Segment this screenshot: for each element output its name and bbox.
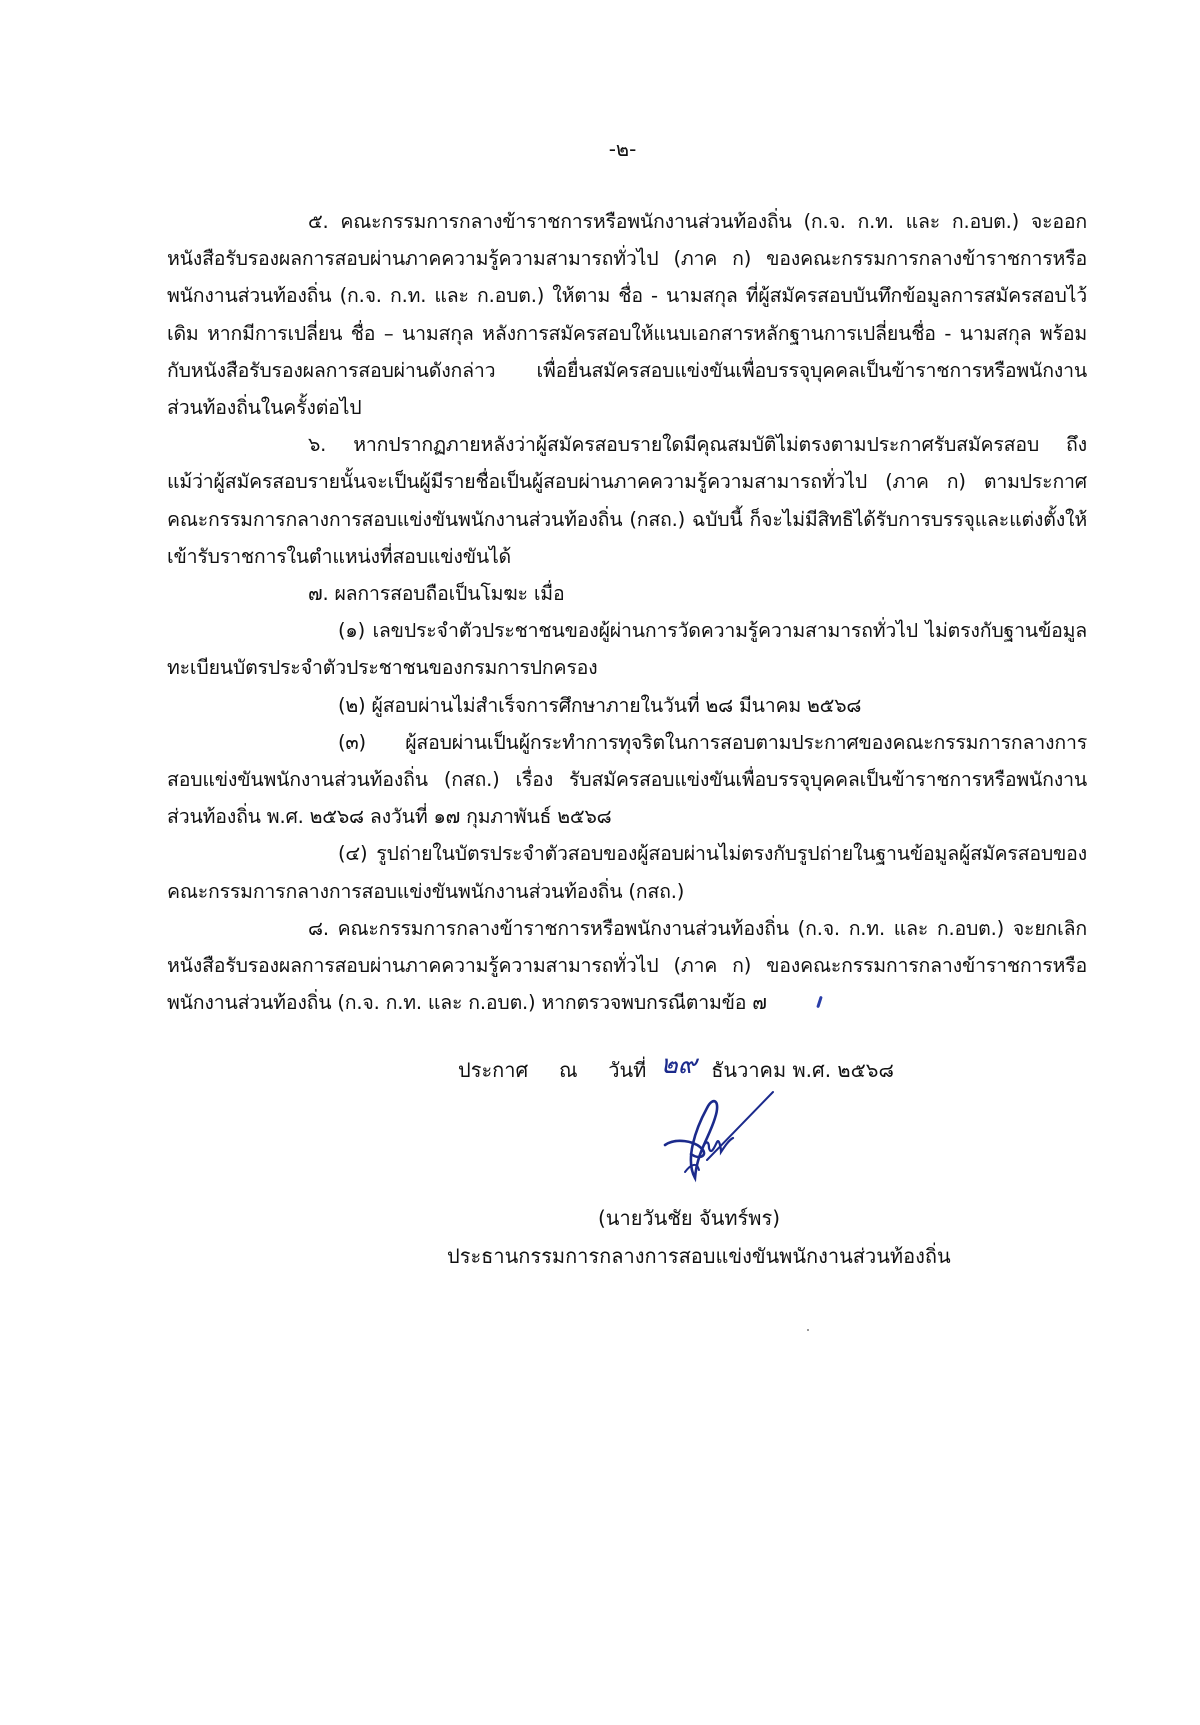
document-body [167, 203, 1087, 1021]
paragraph-7-item-1: (๑) เลขประจำตัวประชาชนของผู้ผ่านการวัดความรู้ความสามารถทั่วไป ไม่ตรงกับฐานข้อมูลทะเบียนบัตรประจำตัวประชาชนของกรมการปกครอง [167, 619, 1087, 680]
day-label: วันที่ [608, 1058, 647, 1082]
paragraph-7-item-3: (๓) ผู้สอบผ่านเป็นผู้กระทำการทุจริตในการสอบตามประกาศของคณะกรรมการกลางการสอบแข่งขันพนักงานส่วนท้องถิ่น (กสถ.) เรื่อง รับสมัครสอบแข่งขันเพื่อบรรจุบุคคลเป็นข้าราชการหรือพนักงานส่วนท้องถิ่น พ.ศ. ๒๕๖๘ ลงวันที่ ๑๗ กุมภาพันธ์ ๒๕๖๘ [167, 730, 1087, 829]
signer-title: ประธานกรรมการกลางการสอบแข่งขันพนักงานส่วนท้องถิ่น [447, 1244, 951, 1268]
page-number: -๒- [608, 137, 637, 161]
announce-label: ประกาศ [458, 1058, 529, 1082]
paragraph-8: ๘. คณะกรรมการกลางข้าราชการหรือพนักงานส่วนท้องถิ่น (ก.จ. ก.ท. และ ก.อบต.) จะยกเลิกหนังสือรับรองผลการสอบผ่านภาคความรู้ความสามารถทั่วไป (ภาค ก) ของคณะกรรมการกลางข้าราชการหรือพนักงานส่วนท้องถิ่น (ก.จ. ก.ท. และ ก.อบต.) หากตรวจพบกรณีตามข้อ ๗ [167, 916, 1087, 1015]
paragraph-7-item-4: (๔) รูปถ่ายในบัตรประจำตัวสอบของผู้สอบผ่านไม่ตรงกับรูปถ่ายในฐานข้อมูลผู้สมัครสอบของคณะกรรมการกลางการสอบแข่งขันพนักงานส่วนท้องถิ่น (กสถ.) [167, 842, 1087, 903]
paragraph-7-item-2: (๒) ผู้สอบผ่านไม่สำเร็จการศึกษาภายในวันที่ ๒๘ มีนาคม ๒๕๖๘ [338, 693, 862, 717]
paragraph-7-heading: ๗. ผลการสอบถือเป็นโมฆะ เมื่อ [308, 582, 565, 606]
scan-speck [807, 1329, 809, 1331]
at-label: ณ [558, 1058, 578, 1082]
paragraph-6: ๖. หากปรากฏภายหลังว่าผู้สมัครสอบรายใดมีคุณสมบัติไม่ตรงตามประกาศรับสมัครสอบ ถึงแม้ว่าผู้สมัครสอบรายนั้นจะเป็นผู้มีรายชื่อเป็นผู้สอบผ่านภาคความรู้ความสามารถทั่วไป (ภาค ก) ตามประกาศคณะกรรมการกลางการสอบแข่งขันพนักงานส่วนท้องถิ่น (กสถ.) ฉบับนี้ ก็จะไม่มีสิทธิได้รับการบรรจุและแต่งตั้งให้เข้ารับราชการในตำแหน่งที่สอบแข่งขันได้ [167, 433, 1087, 568]
handwritten-day-value: ๒๙ [660, 1050, 697, 1080]
signature-icon [655, 1090, 775, 1190]
signer-name: (นายวันชัย จันทร์พร) [598, 1206, 781, 1230]
month-year: ธันวาคม พ.ศ. ๒๕๖๘ [711, 1058, 894, 1082]
paragraph-5: ๕. คณะกรรมการกลางข้าราชการหรือพนักงานส่วนท้องถิ่น (ก.จ. ก.ท. และ ก.อบต.) จะออกหนังสือรับรองผลการสอบผ่านภาคความรู้ความสามารถทั่วไป (ภาค ก) ของคณะกรรมการกลางข้าราชการหรือพนักงานส่วนท้องถิ่น (ก.จ. ก.ท. และ ก.อบต.) ให้ตาม ชื่อ - นามสกุล ที่ผู้สมัครสอบบันทึกข้อมูลการสมัครสอบไว้เดิม หากมีการเปลี่ยน ชื่อ – นามสกุล หลังการสมัครสอบให้แนบเอกสารหลักฐานการเปลี่ยนชื่อ - นามสกุล พร้อมกับหนังสือรับรองผลการสอบผ่านดังกล่าว เพื่อยื่นสมัครสอบแข่งขันเพื่อบรรจุบุคคลเป็นข้าราชการหรือพนักงานส่วนท้องถิ่นในครั้งต่อไป [167, 210, 1087, 420]
announcement-date-line [458, 1048, 894, 1089]
